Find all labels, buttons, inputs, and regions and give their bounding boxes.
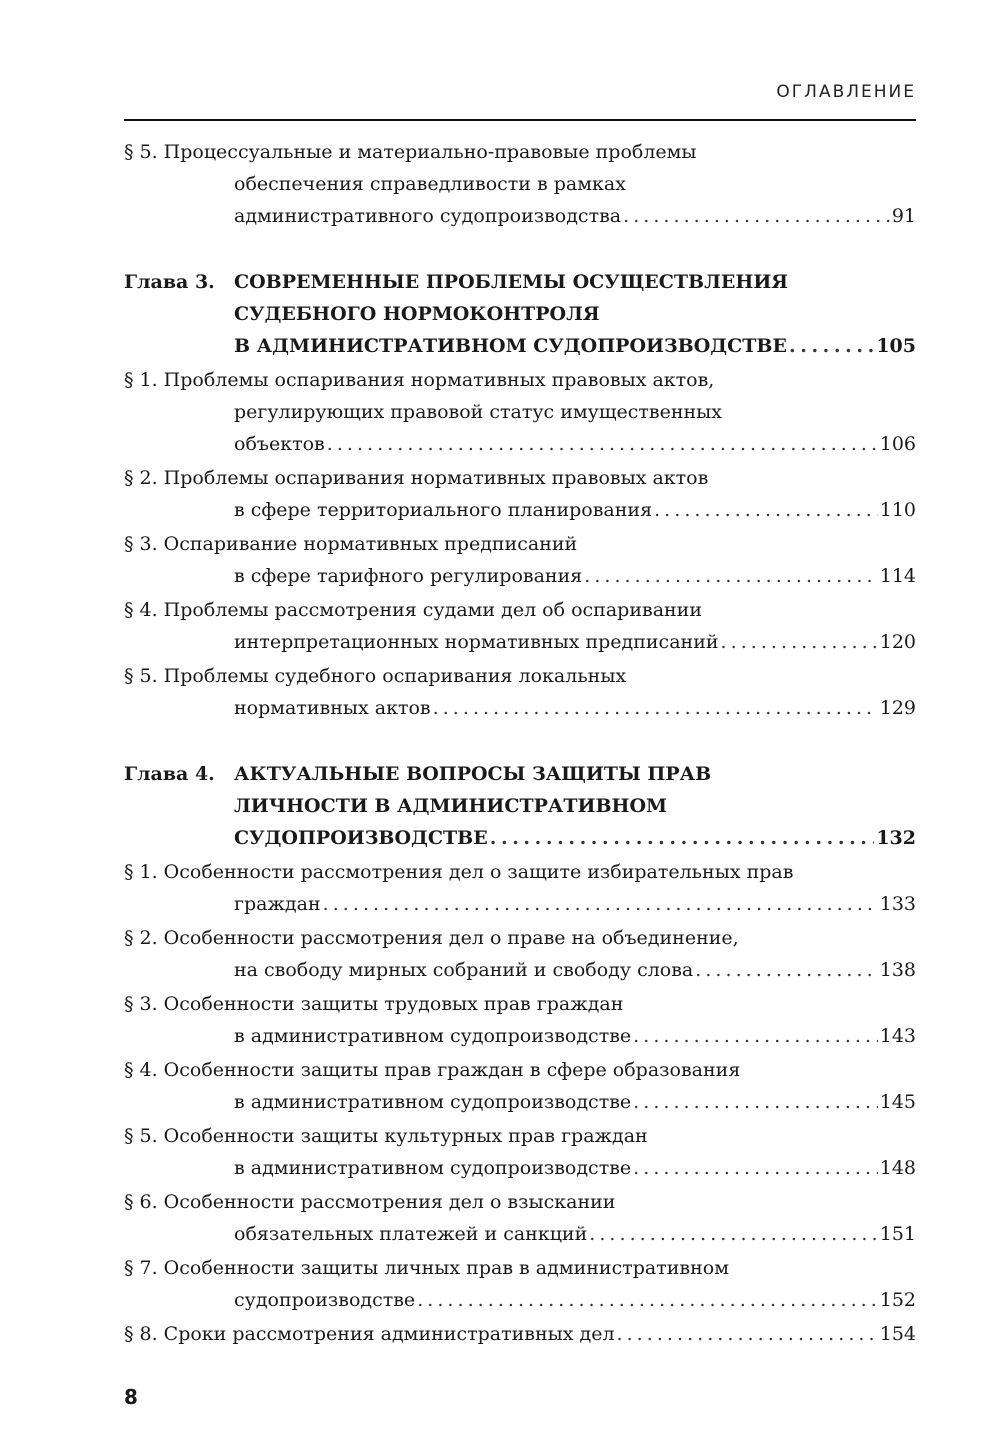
- toc-line: [124, 560, 916, 592]
- entry-title-text: Сроки рассмотрения административных дел: [163, 1323, 615, 1345]
- entry-title-text: АКТУАЛЬНЫЕ ВОПРОСЫ ЗАЩИТЫ ПРАВ: [234, 763, 712, 785]
- toc-line: [124, 1120, 916, 1152]
- toc-section-entry[interactable]: [124, 528, 916, 592]
- dot-leader: [633, 1020, 878, 1052]
- page-ref: 138: [879, 959, 916, 981]
- toc-section-entry[interactable]: [124, 1120, 916, 1184]
- page-ref: 106: [879, 433, 916, 455]
- toc-line: [124, 790, 916, 822]
- toc-section-entry[interactable]: [124, 364, 916, 460]
- dot-leader: [617, 1318, 878, 1350]
- toc-line: [124, 692, 916, 724]
- chapter-label: Глава 3.: [124, 271, 215, 293]
- toc-line: [124, 758, 916, 790]
- entry-title-text: Особенности рассмотрения дел о взыскании: [163, 1191, 616, 1213]
- page-ref: 143: [879, 1025, 916, 1047]
- dot-leader: [327, 428, 878, 460]
- section-number: § 4.: [124, 1059, 158, 1081]
- entry-title-text: Проблемы рассмотрения судами дел об оспаривании: [163, 599, 703, 621]
- entry-title-text: судопроизводстве: [234, 1284, 417, 1316]
- section-number: § 1.: [124, 369, 158, 391]
- toc-section-entry[interactable]: [124, 922, 916, 986]
- entry-title-text: административного судопроизводства: [234, 200, 623, 232]
- dot-leader: [589, 1218, 877, 1250]
- section-number: § 5.: [124, 665, 158, 687]
- toc-section-entry[interactable]: [124, 462, 916, 526]
- page-ref: 133: [879, 893, 916, 915]
- toc-line: [124, 1152, 916, 1184]
- section-number: § 8.: [124, 1323, 158, 1345]
- dot-leader: [633, 1152, 878, 1184]
- entry-title-text: в административном судопроизводстве: [234, 1020, 633, 1052]
- entry-title-text: в сфере территориального планирования: [234, 494, 654, 526]
- toc-section-entry[interactable]: [124, 1252, 916, 1316]
- toc-section-entry[interactable]: [124, 136, 916, 232]
- entry-title-text: Особенности защиты культурных прав граждан: [163, 1125, 648, 1147]
- dot-leader: [490, 822, 875, 854]
- dot-leader: [433, 692, 878, 724]
- page-ref: 154: [879, 1323, 916, 1345]
- entry-title-wrap: [124, 1318, 617, 1350]
- chapter-label: Глава 4.: [124, 763, 215, 785]
- toc-line: [124, 922, 916, 954]
- section-number: § 1.: [124, 861, 158, 883]
- toc-line: [124, 888, 916, 920]
- running-head: ОГЛАВЛЕНИЕ: [776, 82, 916, 102]
- section-number: § 2.: [124, 927, 158, 949]
- table-of-contents: [124, 136, 916, 1352]
- toc-line: [124, 1186, 916, 1218]
- dot-leader: [654, 494, 878, 526]
- entry-title-text: СУДЕБНОГО НОРМОКОНТРОЛЯ: [234, 303, 600, 325]
- toc-line: [124, 364, 916, 396]
- dot-leader: [417, 1284, 878, 1316]
- toc-line: [124, 988, 916, 1020]
- page-ref: 105: [876, 335, 916, 357]
- page-ref: 145: [879, 1091, 916, 1113]
- dot-leader: [323, 888, 878, 920]
- entry-title-text: Особенности защиты трудовых прав граждан: [163, 993, 624, 1015]
- entry-title-text: Особенности рассмотрения дел о защите избирательных прав: [163, 861, 794, 883]
- section-number: § 2.: [124, 467, 158, 489]
- dot-leader: [721, 626, 878, 658]
- section-number: § 3.: [124, 533, 158, 555]
- toc-line: [124, 462, 916, 494]
- section-number: § 4.: [124, 599, 158, 621]
- entry-title-text: Проблемы оспаривания нормативных правовых актов: [163, 467, 709, 489]
- section-number: § 3.: [124, 993, 158, 1015]
- toc-line: [124, 594, 916, 626]
- entry-title-text: Особенности защиты личных прав в административном: [163, 1257, 729, 1279]
- toc-line: [124, 1054, 916, 1086]
- toc-line: [124, 1284, 916, 1316]
- section-number: § 7.: [124, 1257, 158, 1279]
- entry-title-text: СУДОПРОИЗВОДСТВЕ: [234, 822, 490, 854]
- entry-title-text: объектов: [234, 428, 327, 460]
- dot-leader: [695, 954, 877, 986]
- dot-leader: [789, 330, 874, 362]
- toc-chapter-entry[interactable]: [124, 758, 916, 854]
- section-number: § 5.: [124, 1125, 158, 1147]
- toc-line: [124, 396, 916, 428]
- toc-section-entry[interactable]: [124, 594, 916, 658]
- entry-title-text: Процессуальные и материально-правовые проблемы: [163, 141, 697, 163]
- entry-title-text: Особенности рассмотрения дел о праве на объединение,: [163, 927, 739, 949]
- toc-line: [124, 528, 916, 560]
- toc-chapter-entry[interactable]: [124, 266, 916, 362]
- toc-line: [124, 298, 916, 330]
- page-ref: 114: [879, 565, 916, 587]
- toc-section-entry[interactable]: [124, 660, 916, 724]
- page-ref: 152: [879, 1289, 916, 1311]
- page-ref: 120: [879, 631, 916, 653]
- entry-title-text: Проблемы судебного оспаривания локальных: [163, 665, 627, 687]
- toc-line: [124, 136, 916, 168]
- header-rule: [124, 119, 916, 121]
- toc-line: [124, 1086, 916, 1118]
- entry-title-text: обязательных платежей и санкций: [234, 1218, 589, 1250]
- toc-line: [124, 1020, 916, 1052]
- toc-section-entry[interactable]: [124, 1186, 916, 1250]
- toc-line: [124, 626, 916, 658]
- entry-title-text: СОВРЕМЕННЫЕ ПРОБЛЕМЫ ОСУЩЕСТВЛЕНИЯ: [234, 271, 789, 293]
- entry-title-text: Проблемы оспаривания нормативных правовых актов,: [163, 369, 715, 391]
- dot-leader: [633, 1086, 878, 1118]
- toc-line: [124, 168, 916, 200]
- toc-line: [124, 954, 916, 986]
- chapter-spacer: [124, 234, 916, 266]
- entry-title-text: Особенности защиты прав граждан в сфере образования: [163, 1059, 741, 1081]
- entry-title-text: на свободу мирных собраний и свободу слова: [234, 954, 695, 986]
- page-ref: 91: [891, 205, 916, 227]
- dot-leader: [584, 560, 878, 592]
- page-ref: 129: [879, 697, 916, 719]
- toc-line: [124, 1252, 916, 1284]
- toc-line: [124, 660, 916, 692]
- toc-line: [124, 1318, 916, 1350]
- section-number: § 6.: [124, 1191, 158, 1213]
- page-ref: 151: [879, 1223, 916, 1245]
- toc-line: [124, 494, 916, 526]
- toc-section-entry[interactable]: [124, 856, 916, 920]
- toc-section-entry[interactable]: [124, 1054, 916, 1118]
- entry-title-text: В АДМИНИСТРАТИВНОМ СУДОПРОИЗВОДСТВЕ: [234, 330, 789, 362]
- toc-section-entry[interactable]: [124, 1318, 916, 1350]
- page-number: 8: [124, 1385, 138, 1409]
- dot-leader: [623, 200, 890, 232]
- toc-line: [124, 266, 916, 298]
- entry-title-text: в сфере тарифного регулирования: [234, 560, 584, 592]
- entry-title-text: граждан: [234, 888, 323, 920]
- entry-title-text: интерпретационных нормативных предписаний: [234, 626, 721, 658]
- entry-title-text: в административном судопроизводстве: [234, 1086, 633, 1118]
- toc-line: [124, 428, 916, 460]
- toc-line: [124, 822, 916, 854]
- entry-title-text: Оспаривание нормативных предписаний: [163, 533, 578, 555]
- entry-title-text: регулирующих правовой статус имущественных: [234, 401, 723, 423]
- section-number: § 5.: [124, 141, 158, 163]
- entry-title-text: обеспечения справедливости в рамках: [234, 173, 626, 195]
- chapter-spacer: [124, 726, 916, 758]
- toc-line: [124, 330, 916, 362]
- toc-line: [124, 200, 916, 232]
- page-ref: 110: [879, 499, 916, 521]
- toc-section-entry[interactable]: [124, 988, 916, 1052]
- entry-title-text: в административном судопроизводстве: [234, 1152, 633, 1184]
- page-ref: 148: [879, 1157, 916, 1179]
- entry-title-text: ЛИЧНОСТИ В АДМИНИСТРАТИВНОМ: [234, 795, 668, 817]
- toc-line: [124, 856, 916, 888]
- page-ref: 132: [876, 827, 916, 849]
- entry-title-text: нормативных актов: [234, 692, 433, 724]
- toc-line: [124, 1218, 916, 1250]
